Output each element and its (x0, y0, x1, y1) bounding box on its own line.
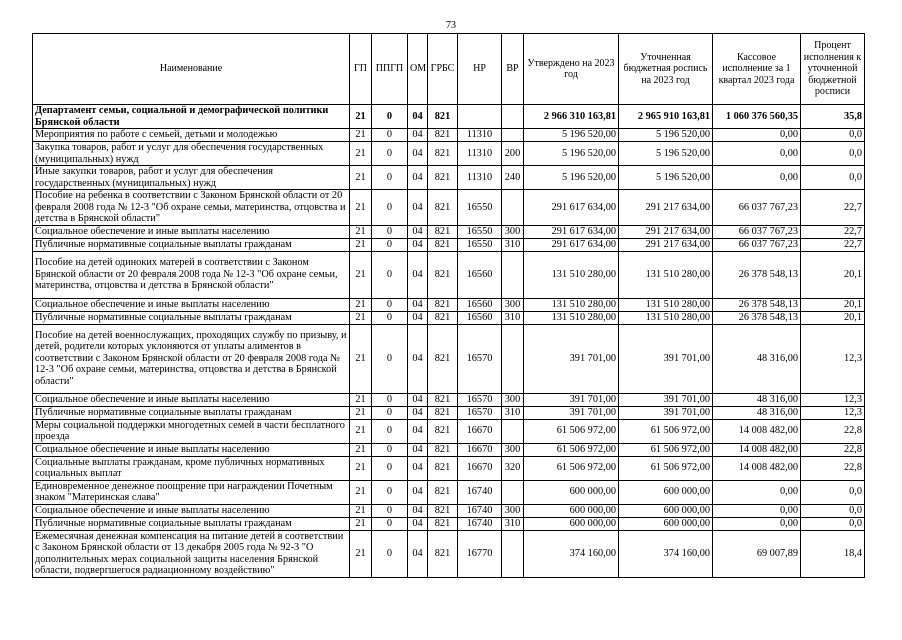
table-row (33, 406, 865, 419)
cell-cash: 14 008 482,00 (713, 419, 801, 443)
cell-name: Пособие на детей одиноких матерей в соответствии с Законом Брянской области от 20 февраля 2008 года № 12-3 "Об охране семьи, материнства, отцовства и детства в Брянской области" (33, 251, 350, 298)
cell-nr: 16740 (458, 480, 502, 504)
cell-grbs: 821 (428, 238, 458, 251)
cell-percent: 35,8 (801, 105, 865, 129)
cell-grbs: 821 (428, 190, 458, 226)
cell-refined: 600 000,00 (619, 504, 713, 517)
cell-cash: 14 008 482,00 (713, 456, 801, 480)
cell-nr: 11310 (458, 129, 502, 142)
cell-percent: 0,0 (801, 142, 865, 166)
cell-gp: 21 (350, 456, 372, 480)
table-row (33, 142, 865, 166)
cell-ppgp: 0 (372, 238, 408, 251)
cell-cash: 0,00 (713, 142, 801, 166)
cell-percent: 20,1 (801, 298, 865, 311)
cell-gp: 21 (350, 190, 372, 226)
cell-om: 04 (408, 456, 428, 480)
cell-ppgp: 0 (372, 393, 408, 406)
cell-om: 04 (408, 190, 428, 226)
cell-percent: 22,8 (801, 419, 865, 443)
header-nr: НР (458, 34, 502, 105)
table-row (33, 480, 865, 504)
cell-name: Социальное обеспечение и иные выплаты населению (33, 443, 350, 456)
cell-gp: 21 (350, 406, 372, 419)
cell-om: 04 (408, 480, 428, 504)
cell-name: Социальное обеспечение и иные выплаты населению (33, 504, 350, 517)
cell-om: 04 (408, 105, 428, 129)
cell-refined: 391 701,00 (619, 324, 713, 393)
cell-vr: 310 (502, 517, 524, 530)
cell-percent: 0,0 (801, 166, 865, 190)
cell-ppgp: 0 (372, 480, 408, 504)
table-row (33, 251, 865, 298)
cell-vr: 300 (502, 225, 524, 238)
cell-name: Пособие на ребенка в соответствии с Законом Брянской области от 20 февраля 2008 года № 12-3 "Об охране семьи, материнства, отцовства и детства в Брянской области" (33, 190, 350, 226)
cell-grbs: 821 (428, 166, 458, 190)
cell-grbs: 821 (428, 504, 458, 517)
table-body (33, 105, 865, 578)
cell-ppgp: 0 (372, 419, 408, 443)
cell-grbs: 821 (428, 324, 458, 393)
cell-approved: 61 506 972,00 (524, 419, 619, 443)
cell-refined: 391 701,00 (619, 406, 713, 419)
cell-vr: 310 (502, 311, 524, 324)
cell-om: 04 (408, 517, 428, 530)
cell-gp: 21 (350, 324, 372, 393)
cell-cash: 66 037 767,23 (713, 225, 801, 238)
cell-approved: 131 510 280,00 (524, 311, 619, 324)
cell-refined: 5 196 520,00 (619, 129, 713, 142)
cell-nr: 16570 (458, 406, 502, 419)
cell-cash: 48 316,00 (713, 406, 801, 419)
cell-gp: 21 (350, 166, 372, 190)
cell-ppgp: 0 (372, 190, 408, 226)
cell-grbs: 821 (428, 517, 458, 530)
cell-gp: 21 (350, 238, 372, 251)
cell-refined: 374 160,00 (619, 530, 713, 577)
cell-nr (458, 105, 502, 129)
cell-gp: 21 (350, 480, 372, 504)
table-row (33, 225, 865, 238)
table-row (33, 443, 865, 456)
cell-name: Закупка товаров, работ и услуг для обеспечения государственных (муниципальных) нужд (33, 142, 350, 166)
cell-approved: 374 160,00 (524, 530, 619, 577)
cell-grbs: 821 (428, 456, 458, 480)
table-row (33, 105, 865, 129)
cell-vr: 240 (502, 166, 524, 190)
cell-name: Единовременное денежное поощрение при награждении Почетным знаком "Материнская слава" (33, 480, 350, 504)
header-name: Наименование (33, 34, 350, 105)
cell-om: 04 (408, 225, 428, 238)
budget-execution-table (32, 33, 865, 578)
cell-vr (502, 419, 524, 443)
table-row (33, 190, 865, 226)
cell-approved: 391 701,00 (524, 324, 619, 393)
cell-refined: 5 196 520,00 (619, 166, 713, 190)
cell-vr: 310 (502, 238, 524, 251)
cell-om: 04 (408, 504, 428, 517)
cell-cash: 66 037 767,23 (713, 238, 801, 251)
cell-ppgp: 0 (372, 504, 408, 517)
cell-cash: 69 007,89 (713, 530, 801, 577)
cell-gp: 21 (350, 251, 372, 298)
cell-nr: 16570 (458, 393, 502, 406)
cell-ppgp: 0 (372, 406, 408, 419)
header-cash: Кассовое исполнение за 1 квартал 2023 года (713, 34, 801, 105)
cell-om: 04 (408, 142, 428, 166)
cell-name: Публичные нормативные социальные выплаты гражданам (33, 517, 350, 530)
cell-om: 04 (408, 406, 428, 419)
cell-approved: 5 196 520,00 (524, 129, 619, 142)
cell-nr: 16740 (458, 504, 502, 517)
table-row (33, 129, 865, 142)
cell-nr: 16670 (458, 456, 502, 480)
header-vr: ВР (502, 34, 524, 105)
cell-grbs: 821 (428, 129, 458, 142)
cell-cash: 0,00 (713, 504, 801, 517)
cell-approved: 291 617 634,00 (524, 225, 619, 238)
cell-approved: 600 000,00 (524, 504, 619, 517)
cell-gp: 21 (350, 517, 372, 530)
header-approved: Утверждено на 2023 год (524, 34, 619, 105)
cell-percent: 0,0 (801, 504, 865, 517)
header-om: ОМ (408, 34, 428, 105)
cell-cash: 48 316,00 (713, 324, 801, 393)
cell-name: Мероприятия по работе с семьей, детьми и молодежью (33, 129, 350, 142)
cell-grbs: 821 (428, 406, 458, 419)
cell-gp: 21 (350, 129, 372, 142)
cell-refined: 291 217 634,00 (619, 225, 713, 238)
cell-approved: 600 000,00 (524, 517, 619, 530)
cell-vr: 300 (502, 298, 524, 311)
cell-approved: 391 701,00 (524, 406, 619, 419)
cell-nr: 11310 (458, 166, 502, 190)
cell-nr: 16550 (458, 238, 502, 251)
cell-cash: 66 037 767,23 (713, 190, 801, 226)
cell-ppgp: 0 (372, 225, 408, 238)
cell-percent: 22,7 (801, 238, 865, 251)
cell-nr: 16570 (458, 324, 502, 393)
cell-refined: 291 217 634,00 (619, 190, 713, 226)
cell-ppgp: 0 (372, 298, 408, 311)
table-row (33, 504, 865, 517)
cell-vr (502, 190, 524, 226)
cell-approved: 61 506 972,00 (524, 456, 619, 480)
cell-ppgp: 0 (372, 456, 408, 480)
cell-percent: 22,8 (801, 443, 865, 456)
cell-ppgp: 0 (372, 311, 408, 324)
cell-grbs: 821 (428, 105, 458, 129)
cell-cash: 0,00 (713, 166, 801, 190)
cell-om: 04 (408, 251, 428, 298)
page-number: 73 (446, 20, 456, 31)
cell-gp: 21 (350, 504, 372, 517)
cell-approved: 291 617 634,00 (524, 238, 619, 251)
cell-ppgp: 0 (372, 443, 408, 456)
cell-percent: 0,0 (801, 480, 865, 504)
cell-om: 04 (408, 393, 428, 406)
cell-cash: 14 008 482,00 (713, 443, 801, 456)
cell-percent: 22,7 (801, 225, 865, 238)
cell-grbs: 821 (428, 443, 458, 456)
cell-ppgp: 0 (372, 251, 408, 298)
cell-cash: 48 316,00 (713, 393, 801, 406)
cell-nr: 16560 (458, 311, 502, 324)
cell-om: 04 (408, 443, 428, 456)
cell-ppgp: 0 (372, 166, 408, 190)
cell-approved: 5 196 520,00 (524, 142, 619, 166)
cell-refined: 291 217 634,00 (619, 238, 713, 251)
table-row (33, 530, 865, 577)
cell-nr: 16740 (458, 517, 502, 530)
cell-nr: 16550 (458, 225, 502, 238)
cell-vr (502, 530, 524, 577)
table-row (33, 393, 865, 406)
cell-gp: 21 (350, 419, 372, 443)
cell-cash: 26 378 548,13 (713, 298, 801, 311)
cell-approved: 391 701,00 (524, 393, 619, 406)
cell-nr: 16560 (458, 298, 502, 311)
cell-grbs: 821 (428, 311, 458, 324)
cell-nr: 16550 (458, 190, 502, 226)
cell-refined: 131 510 280,00 (619, 251, 713, 298)
cell-refined: 61 506 972,00 (619, 419, 713, 443)
cell-percent: 22,7 (801, 190, 865, 226)
cell-refined: 2 965 910 163,81 (619, 105, 713, 129)
cell-grbs: 821 (428, 480, 458, 504)
cell-om: 04 (408, 166, 428, 190)
cell-vr (502, 324, 524, 393)
table-row (33, 419, 865, 443)
cell-refined: 600 000,00 (619, 480, 713, 504)
cell-name: Иные закупки товаров, работ и услуг для обеспечения государственных (муниципальных) нужд (33, 166, 350, 190)
cell-name: Социальное обеспечение и иные выплаты населению (33, 298, 350, 311)
header-percent: Процент исполнения к уточненной бюджетной росписи (801, 34, 865, 105)
cell-vr (502, 129, 524, 142)
cell-approved: 131 510 280,00 (524, 298, 619, 311)
cell-gp: 21 (350, 298, 372, 311)
header-refined: Уточненная бюджетная роспись на 2023 год (619, 34, 713, 105)
cell-gp: 21 (350, 105, 372, 129)
cell-cash: 0,00 (713, 480, 801, 504)
cell-grbs: 821 (428, 393, 458, 406)
cell-percent: 22,8 (801, 456, 865, 480)
cell-cash: 0,00 (713, 129, 801, 142)
cell-nr: 16770 (458, 530, 502, 577)
cell-percent: 0,0 (801, 517, 865, 530)
cell-name: Публичные нормативные социальные выплаты гражданам (33, 238, 350, 251)
header-ppgp: ППГП (372, 34, 408, 105)
cell-ppgp: 0 (372, 517, 408, 530)
cell-vr: 300 (502, 393, 524, 406)
cell-name: Публичные нормативные социальные выплаты гражданам (33, 311, 350, 324)
cell-gp: 21 (350, 311, 372, 324)
cell-om: 04 (408, 298, 428, 311)
cell-gp: 21 (350, 443, 372, 456)
cell-name: Социальное обеспечение и иные выплаты населению (33, 393, 350, 406)
header-grbs: ГРБС (428, 34, 458, 105)
header-gp: ГП (350, 34, 372, 105)
cell-om: 04 (408, 238, 428, 251)
header-row (33, 34, 865, 105)
cell-approved: 2 966 310 163,81 (524, 105, 619, 129)
cell-refined: 131 510 280,00 (619, 311, 713, 324)
table-row (33, 456, 865, 480)
cell-percent: 0,0 (801, 129, 865, 142)
cell-ppgp: 0 (372, 142, 408, 166)
cell-approved: 131 510 280,00 (524, 251, 619, 298)
cell-vr (502, 480, 524, 504)
cell-grbs: 821 (428, 251, 458, 298)
cell-ppgp: 0 (372, 530, 408, 577)
cell-grbs: 821 (428, 142, 458, 166)
cell-refined: 131 510 280,00 (619, 298, 713, 311)
cell-gp: 21 (350, 393, 372, 406)
cell-grbs: 821 (428, 530, 458, 577)
cell-om: 04 (408, 530, 428, 577)
table-row (33, 298, 865, 311)
table-row (33, 311, 865, 324)
cell-percent: 18,4 (801, 530, 865, 577)
cell-cash: 26 378 548,13 (713, 251, 801, 298)
cell-percent: 20,1 (801, 251, 865, 298)
cell-om: 04 (408, 129, 428, 142)
cell-grbs: 821 (428, 419, 458, 443)
cell-approved: 5 196 520,00 (524, 166, 619, 190)
cell-vr (502, 105, 524, 129)
cell-grbs: 821 (428, 298, 458, 311)
cell-name: Социальные выплаты гражданам, кроме публичных нормативных социальных выплат (33, 456, 350, 480)
cell-om: 04 (408, 311, 428, 324)
cell-percent: 20,1 (801, 311, 865, 324)
cell-nr: 16670 (458, 419, 502, 443)
cell-om: 04 (408, 324, 428, 393)
cell-vr: 200 (502, 142, 524, 166)
cell-name: Департамент семьи, социальной и демографической политики Брянской области (33, 105, 350, 129)
cell-name: Публичные нормативные социальные выплаты гражданам (33, 406, 350, 419)
cell-ppgp: 0 (372, 105, 408, 129)
cell-gp: 21 (350, 530, 372, 577)
cell-grbs: 821 (428, 225, 458, 238)
table-row (33, 517, 865, 530)
cell-refined: 61 506 972,00 (619, 443, 713, 456)
cell-om: 04 (408, 419, 428, 443)
cell-nr: 16670 (458, 443, 502, 456)
cell-refined: 600 000,00 (619, 517, 713, 530)
table-row (33, 166, 865, 190)
cell-ppgp: 0 (372, 324, 408, 393)
table-row (33, 238, 865, 251)
cell-ppgp: 0 (372, 129, 408, 142)
cell-nr: 11310 (458, 142, 502, 166)
cell-refined: 391 701,00 (619, 393, 713, 406)
cell-name: Ежемесячная денежная компенсация на питание детей в соответствии с Законом Брянской области от 13 декабря 2005 года № 92-3 "О дополнительных мерах социальной защиты населения Брянской области, подвергшегося радиационному воздействию" (33, 530, 350, 577)
cell-refined: 5 196 520,00 (619, 142, 713, 166)
cell-name: Меры социальной поддержки многодетных семей в части бесплатного проезда (33, 419, 350, 443)
cell-cash: 1 060 376 560,35 (713, 105, 801, 129)
cell-vr: 310 (502, 406, 524, 419)
cell-gp: 21 (350, 142, 372, 166)
cell-vr: 300 (502, 504, 524, 517)
cell-percent: 12,3 (801, 393, 865, 406)
cell-approved: 291 617 634,00 (524, 190, 619, 226)
cell-percent: 12,3 (801, 406, 865, 419)
cell-nr: 16560 (458, 251, 502, 298)
cell-vr: 320 (502, 456, 524, 480)
cell-vr (502, 251, 524, 298)
cell-name: Социальное обеспечение и иные выплаты населению (33, 225, 350, 238)
cell-percent: 12,3 (801, 324, 865, 393)
cell-approved: 61 506 972,00 (524, 443, 619, 456)
cell-cash: 0,00 (713, 517, 801, 530)
cell-refined: 61 506 972,00 (619, 456, 713, 480)
cell-vr: 300 (502, 443, 524, 456)
cell-approved: 600 000,00 (524, 480, 619, 504)
cell-cash: 26 378 548,13 (713, 311, 801, 324)
cell-gp: 21 (350, 225, 372, 238)
table-row (33, 324, 865, 393)
cell-name: Пособие на детей военнослужащих, проходящих службу по призыву, и детей, родители которых уклоняются от уплаты алиментов в соответствии с Законом Брянской области от 20 февраля 2008 года № 12-3 "Об охране семьи, материнства, отцовства и детства в Брянской области" (33, 324, 350, 393)
